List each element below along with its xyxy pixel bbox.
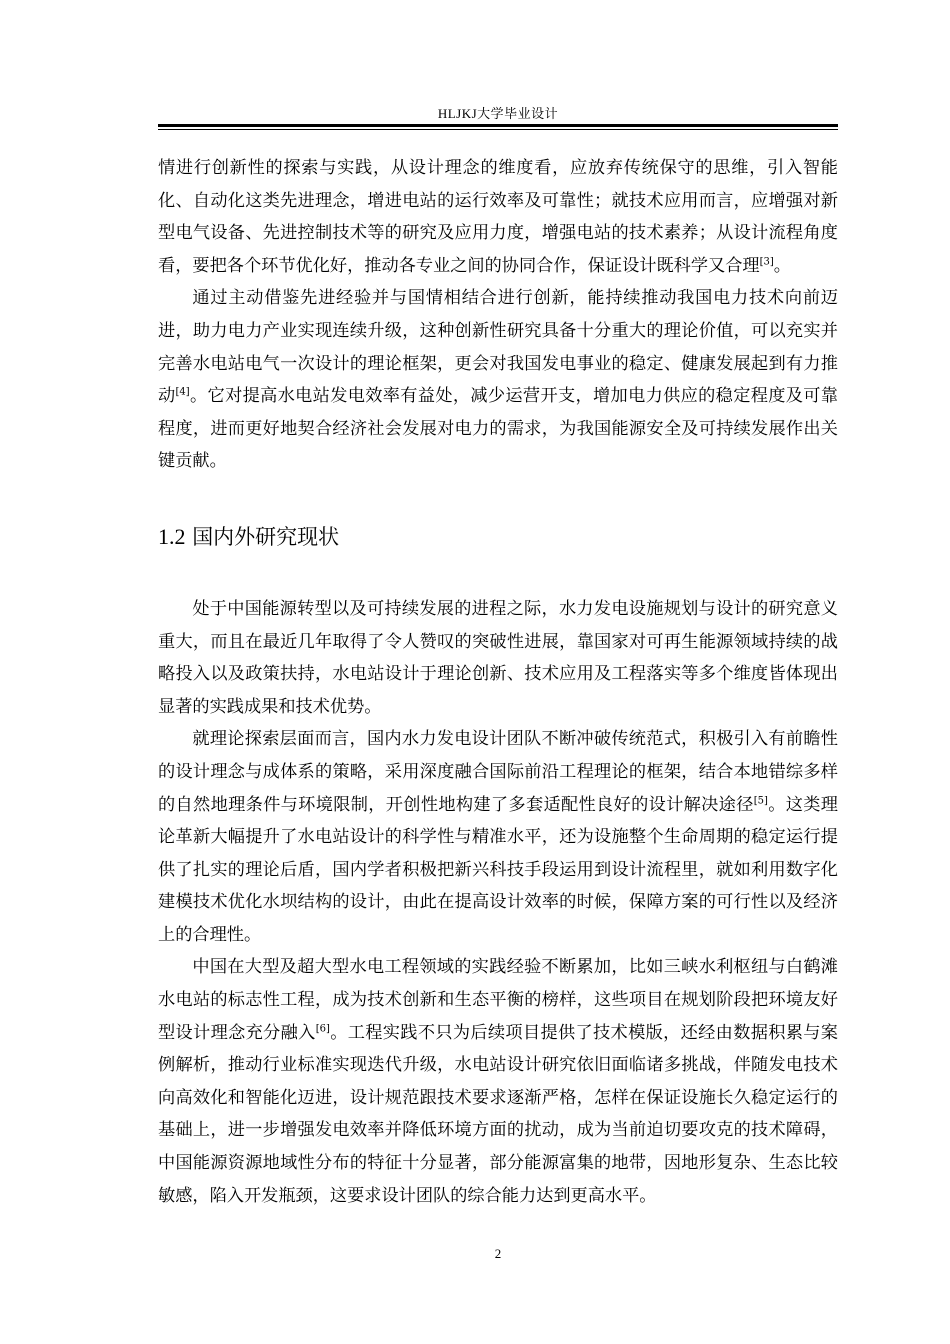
page-header: HLJKJ大学毕业设计 (437, 106, 559, 121)
paragraph: 就理论探索层面而言，国内水力发电设计团队不断冲破传统范式，积极引入有前瞻性的设计理念与成体系的策略，采用深度融合国际前沿工程理论的框架，结合本地错综多样的自然地理条件与环境限制，开创性地构建了多套适配性良好的设计解决途径[5]。这类理论革新大幅提升了水电站设计的科学性与精准水平，还为设施整个生命周期的稳定运行提供了扎实的理论后盾，国内学者积极把新兴科技手段运用到设计流程里，就如利用数字化建模技术优化水坝结构的设计，由此在提高设计效率的时候，保障方案的可行性以及经济上的合理性。 (158, 729, 838, 945)
citation: [3] (759, 256, 774, 268)
section-title: 国内外研究现状 (192, 524, 340, 549)
paragraph: 通过主动借鉴先进经验并与国情相结合进行创新，能持续推动我国电力技术向前迈进，助力电力产业实现连续升级，这种创新性研究具备十分重大的理论价值，可以充实并完善水电站电气一次设计的理论框架，更会对我国发电事业的稳定、健康发展起到有力推动[4]。它对提高水电站发电效率有益处，减少运营开支，增加电力供应的稳定程度及可靠程度，进而更好地契合经济社会发展对电力的需求，为我国能源安全及可持续发展作出关键贡献。 (158, 288, 838, 472)
citation: [4] (175, 386, 190, 398)
header-rule-thin (158, 129, 838, 130)
citation: [5] (753, 794, 768, 806)
citation: [6] (315, 1022, 330, 1034)
header-rule-thick (158, 124, 838, 127)
paragraph: 处于中国能源转型以及可持续发展的进程之际，水力发电设施规划与设计的研究意义重大，而且在最近几年取得了令人赞叹的突破性进展，靠国家对可再生能源领域持续的战略投入以及政策扶持，水电站设计于理论创新、技术应用及工程落实等多个维度皆体现出显著的实践成果和技术优势。 (158, 598, 838, 717)
paragraph-continued: 情进行创新性的探索与实践，从设计理念的维度看，应放弃传统保守的思维，引入智能化、自动化这类先进理念，增进电站的运行效率及可靠性；就技术应用而言，应增强对新型电气设备、先进控制技术等的研究及应用力度，增强电站的技术素养；从设计流程角度看，要把各个环节优化好，推动各专业之间的协同合作，保证设计既科学又合理[3]。 (158, 158, 838, 276)
paragraph: 中国在大型及超大型水电工程领域的实践经验不断累加，比如三峡水利枢纽与白鹤滩水电站的标志性工程，成为技术创新和生态平衡的榜样，这些项目在规划阶段把环境友好型设计理念充分融入[6]。工程实践不只为后续项目提供了技术模版，还经由数据积累与案例解析，推动行业标准实现迭代升级，水电站设计研究依旧面临诸多挑战，伴随发电技术向高效化和智能化迈进，设计规范跟技术要求逐渐严格，怎样在保证设施长久稳定运行的基础上，进一步增强发电效率并降低环境方面的扰动，成为当前迫切要攻克的技术障碍，中国能源资源地域性分布的特征十分显著，部分能源富集的地带，因地形复杂、生态比较敏感，陷入开发瓶颈，这要求设计团队的综合能力达到更高水平。 (158, 957, 838, 1206)
page-number: 2 (494, 1246, 502, 1261)
section-number: 1.2 (158, 523, 186, 549)
page-content (158, 152, 838, 1212)
section-heading (158, 523, 838, 551)
